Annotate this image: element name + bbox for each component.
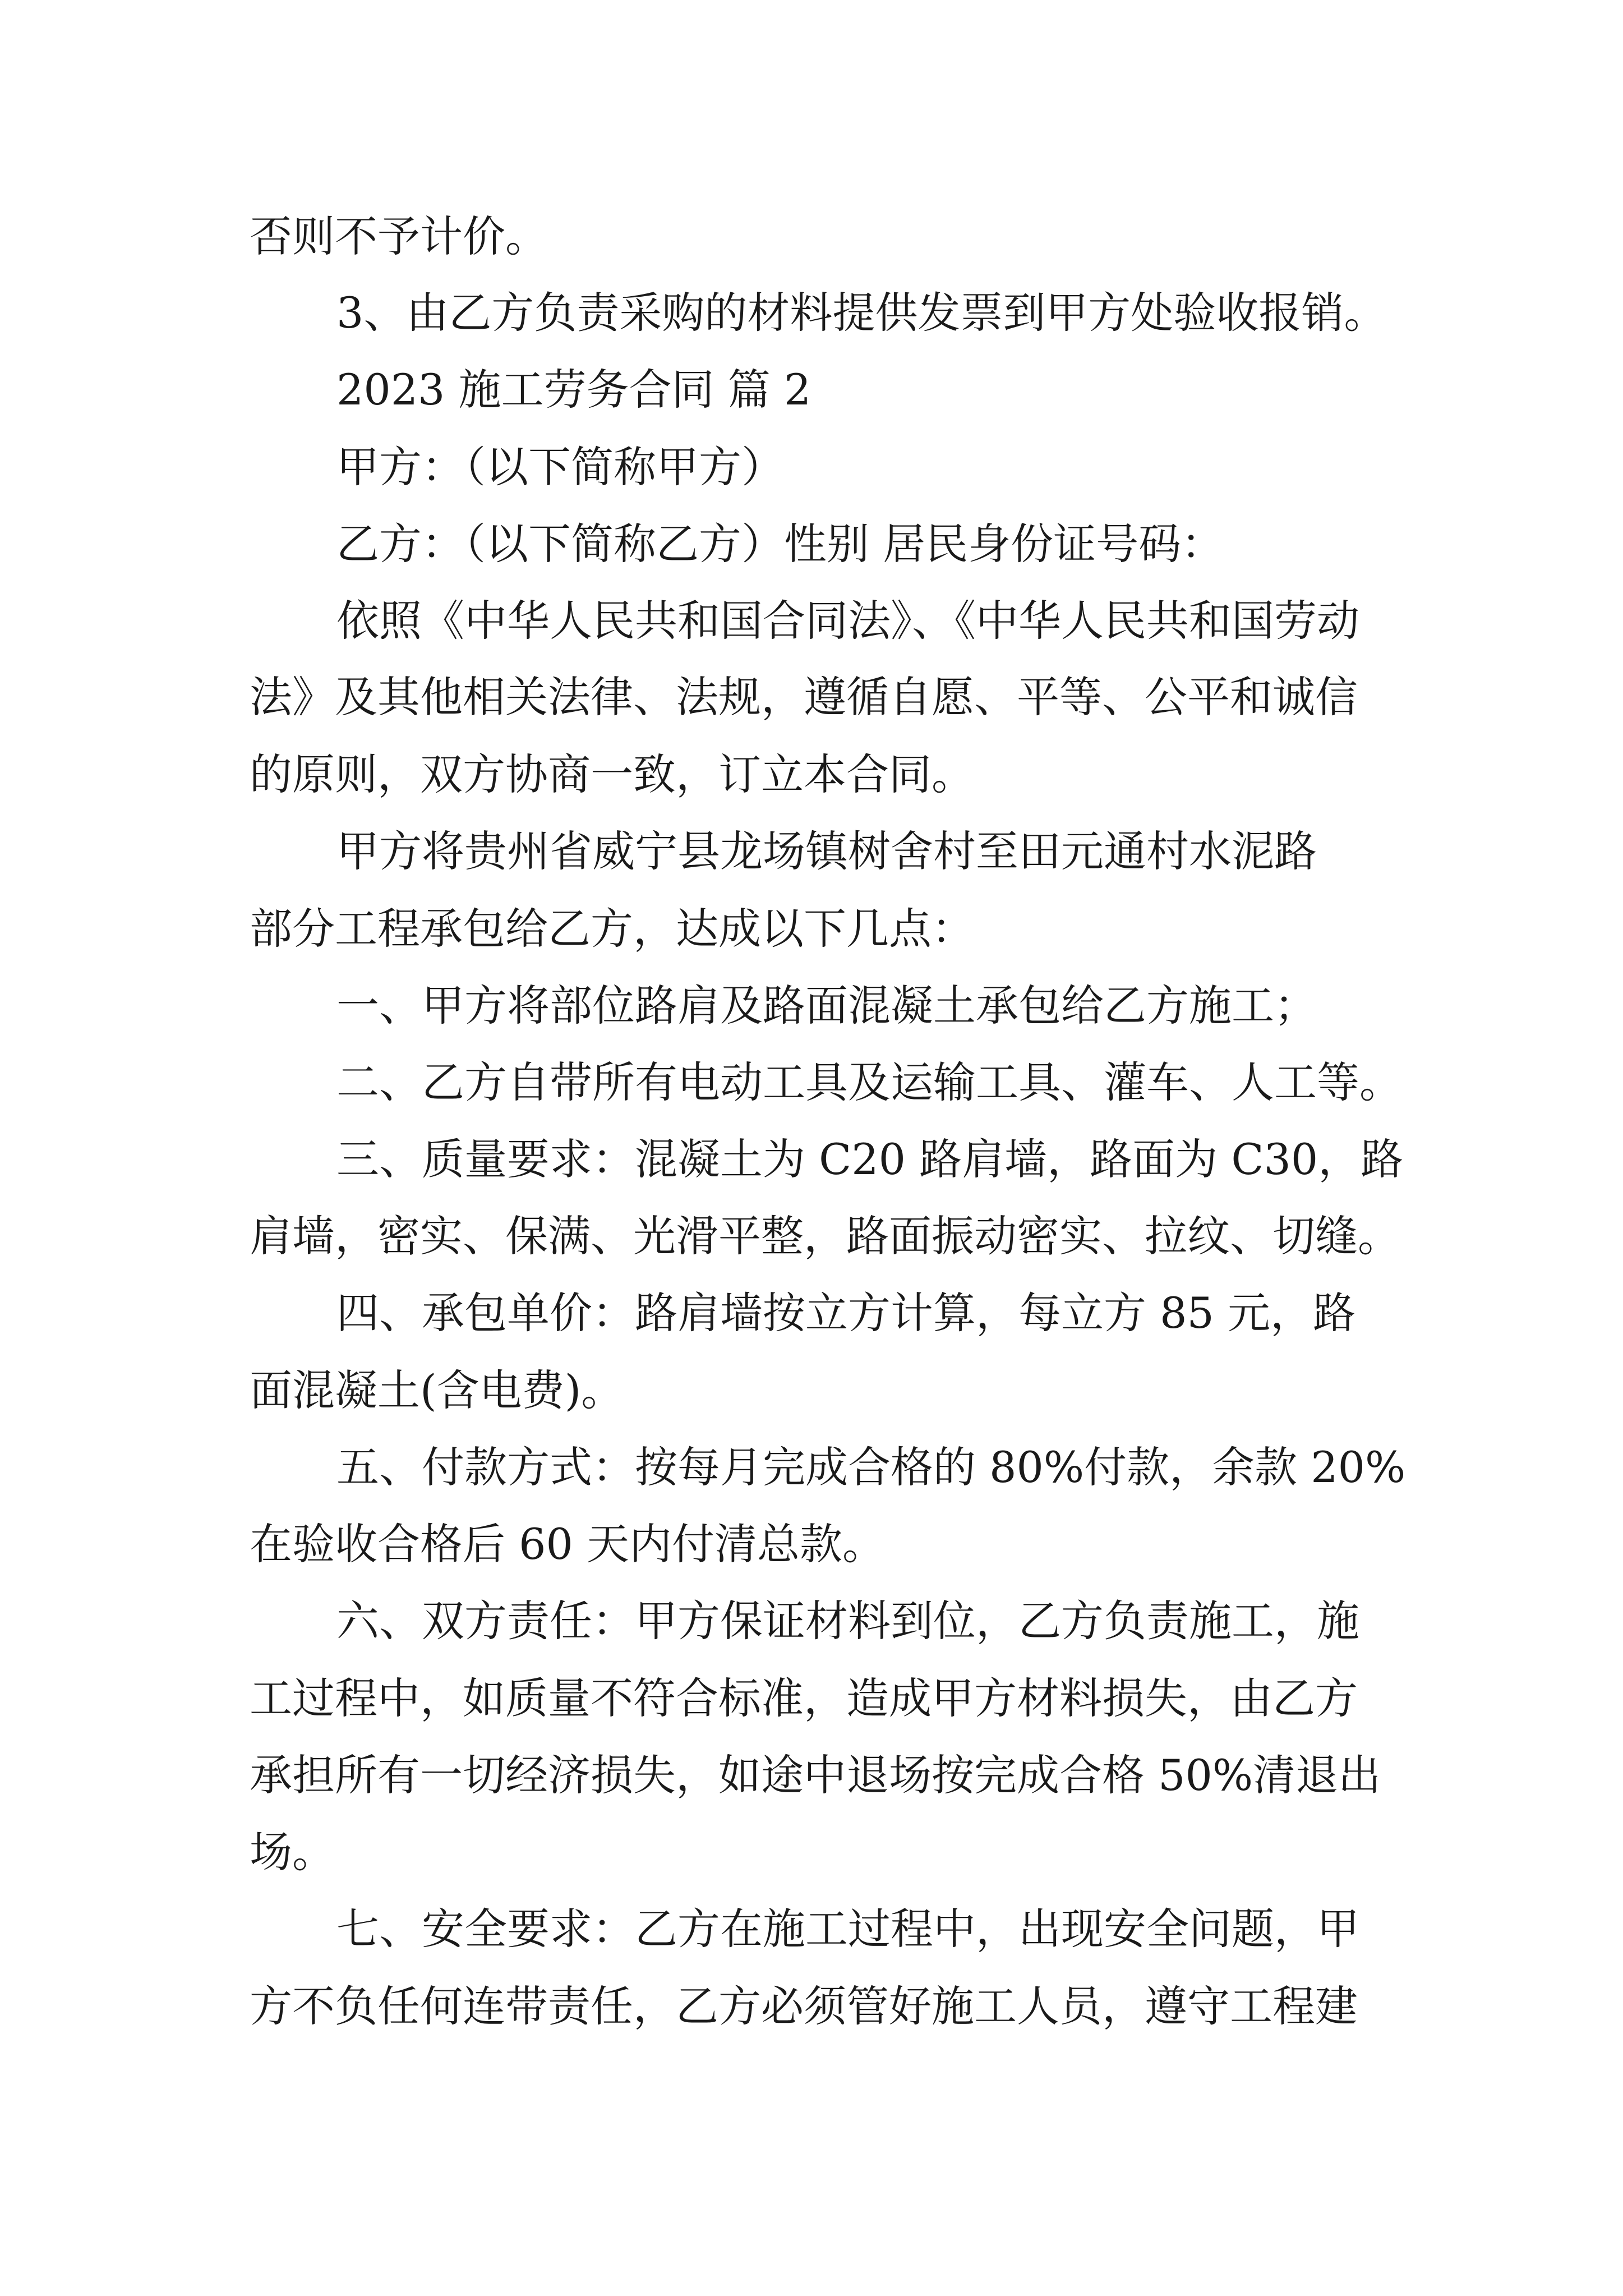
text-line: 的原则，双方协商一致，订立本合同。 [250, 749, 974, 799]
clause-2: 二、乙方自带所有电动工具及运输工具、灌车、人工等。 [336, 1057, 1402, 1107]
clause-5: 五、付款方式：按每月完成合格的 80%付款，余款 20% [336, 1442, 1406, 1492]
clause-4: 四、承包单价：路肩墙按立方计算，每立方 85 元，路 [336, 1288, 1356, 1338]
text-line: 面混凝土(含电费)。 [250, 1365, 624, 1415]
clause-7: 七、安全要求：乙方在施工过程中，出现安全问题，甲 [336, 1904, 1359, 1954]
text-line: 工过程中，如质量不符合标准，造成甲方材料损失，由乙方 [250, 1673, 1358, 1723]
text-line: 在验收合格后 60 天内付清总款。 [250, 1519, 886, 1569]
text-line: 依照《中华人民共和国合同法》、《中华人民共和国劳动 [336, 596, 1359, 646]
text-line: 场。 [250, 1827, 335, 1877]
clause-3: 三、质量要求：混凝土为 C20 路肩墙，路面为 C30，路 [336, 1134, 1404, 1184]
text-line: 部分工程承包给乙方，达成以下几点： [250, 904, 974, 954]
text-line: 否则不予计价。 [250, 211, 548, 261]
clause-1: 一、甲方将部位路肩及路面混凝土承包给乙方施工； [336, 981, 1317, 1030]
text-line: 3、由乙方负责采购的材料提供发票到甲方处验收报销。 [336, 288, 1387, 338]
text-line: 肩墙，密实、保满、光滑平整，路面振动密实、拉纹、切缝。 [250, 1211, 1400, 1261]
section-heading: 2023 施工劳务合同 篇 2 [336, 365, 811, 415]
text-line: 法》及其他相关法律、法规，遵循自愿、平等、公平和诚信 [250, 672, 1358, 722]
text-line: 甲方将贵州省威宁县龙场镇树舍村至田元通村水泥路 [336, 826, 1317, 876]
party-a-line: 甲方：（以下简称甲方） [336, 442, 784, 492]
text-line: 方不负任何连带责任，乙方必须管好施工人员，遵守工程建 [250, 1981, 1358, 2031]
party-b-line: 乙方：（以下简称乙方）性别 居民身份证号码： [336, 519, 1224, 569]
text-line: 承担所有一切经济损失，如途中退场按完成合格 50%清退出 [250, 1750, 1381, 1800]
clause-6: 六、双方责任：甲方保证材料到位，乙方负责施工，施 [336, 1596, 1359, 1646]
